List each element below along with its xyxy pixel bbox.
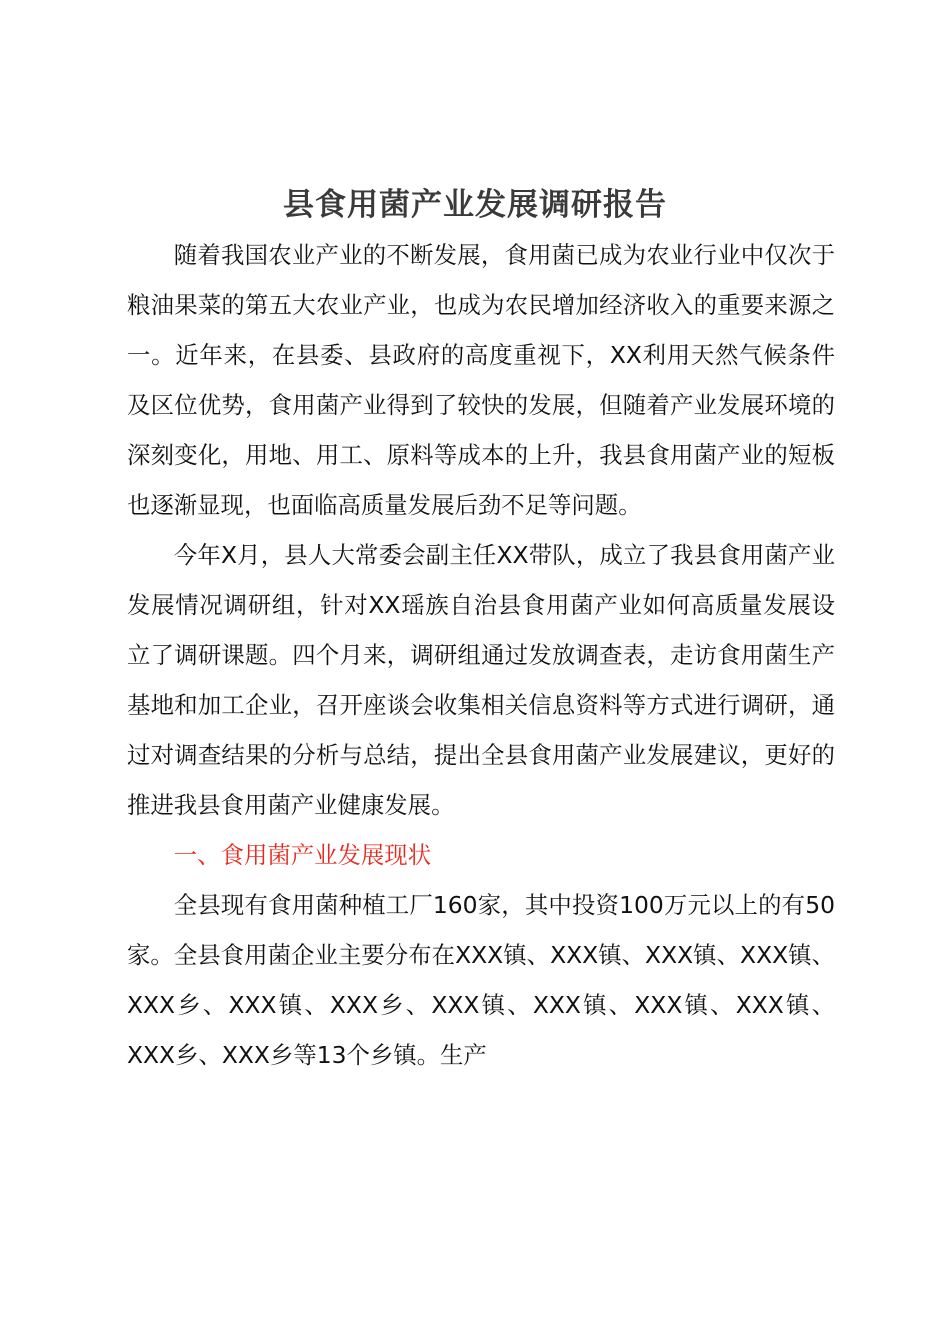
section-1-paragraph: 全县现有食用菌种植工厂160家，其中投资100万元以上的有50家。全县食用菌企业主要分布在XXX镇、XXX镇、XXX镇、XXX镇、XXX乡、XXX镇、XXX乡、XXX镇、XXX镇、XXX镇、XXX镇、XXX乡、XXX乡等13个乡镇。生产 — [127, 891, 835, 1069]
intro-paragraph-2: 今年X月，县人大常委会副主任XX带队，成立了我县食用菌产业发展情况调研组，针对XX瑶族自治县食用菌产业如何高质量发展设立了调研课题。四个月来，调研组通过发放调查表，走访食用菌生产基地和加工企业，召开座谈会收集相关信息资料等方式进行调研，通过对调查结果的分析与总结，提出全县食用菌产业发展建议，更好的推进我县食用菌产业健康发展。 — [127, 541, 835, 819]
document-title: 县食用菌产业发展调研报告 — [283, 187, 667, 223]
section-heading-1: 一、食用菌产业发展现状 — [173, 841, 432, 869]
document-body — [127, 230, 835, 1080]
intro-paragraph-1: 随着我国农业产业的不断发展，食用菌已成为农业行业中仅次于粮油果菜的第五大农业产业，也成为农民增加经济收入的重要来源之一。近年来，在县委、县政府的高度重视下，XX利用天然气候条件及区位优势，食用菌产业得到了较快的发展，但随着产业发展环境的深刻变化，用地、用工、原料等成本的上升，我县食用菌产业的短板也逐渐显现，也面临高质量发展后劲不足等问题。 — [127, 241, 835, 519]
